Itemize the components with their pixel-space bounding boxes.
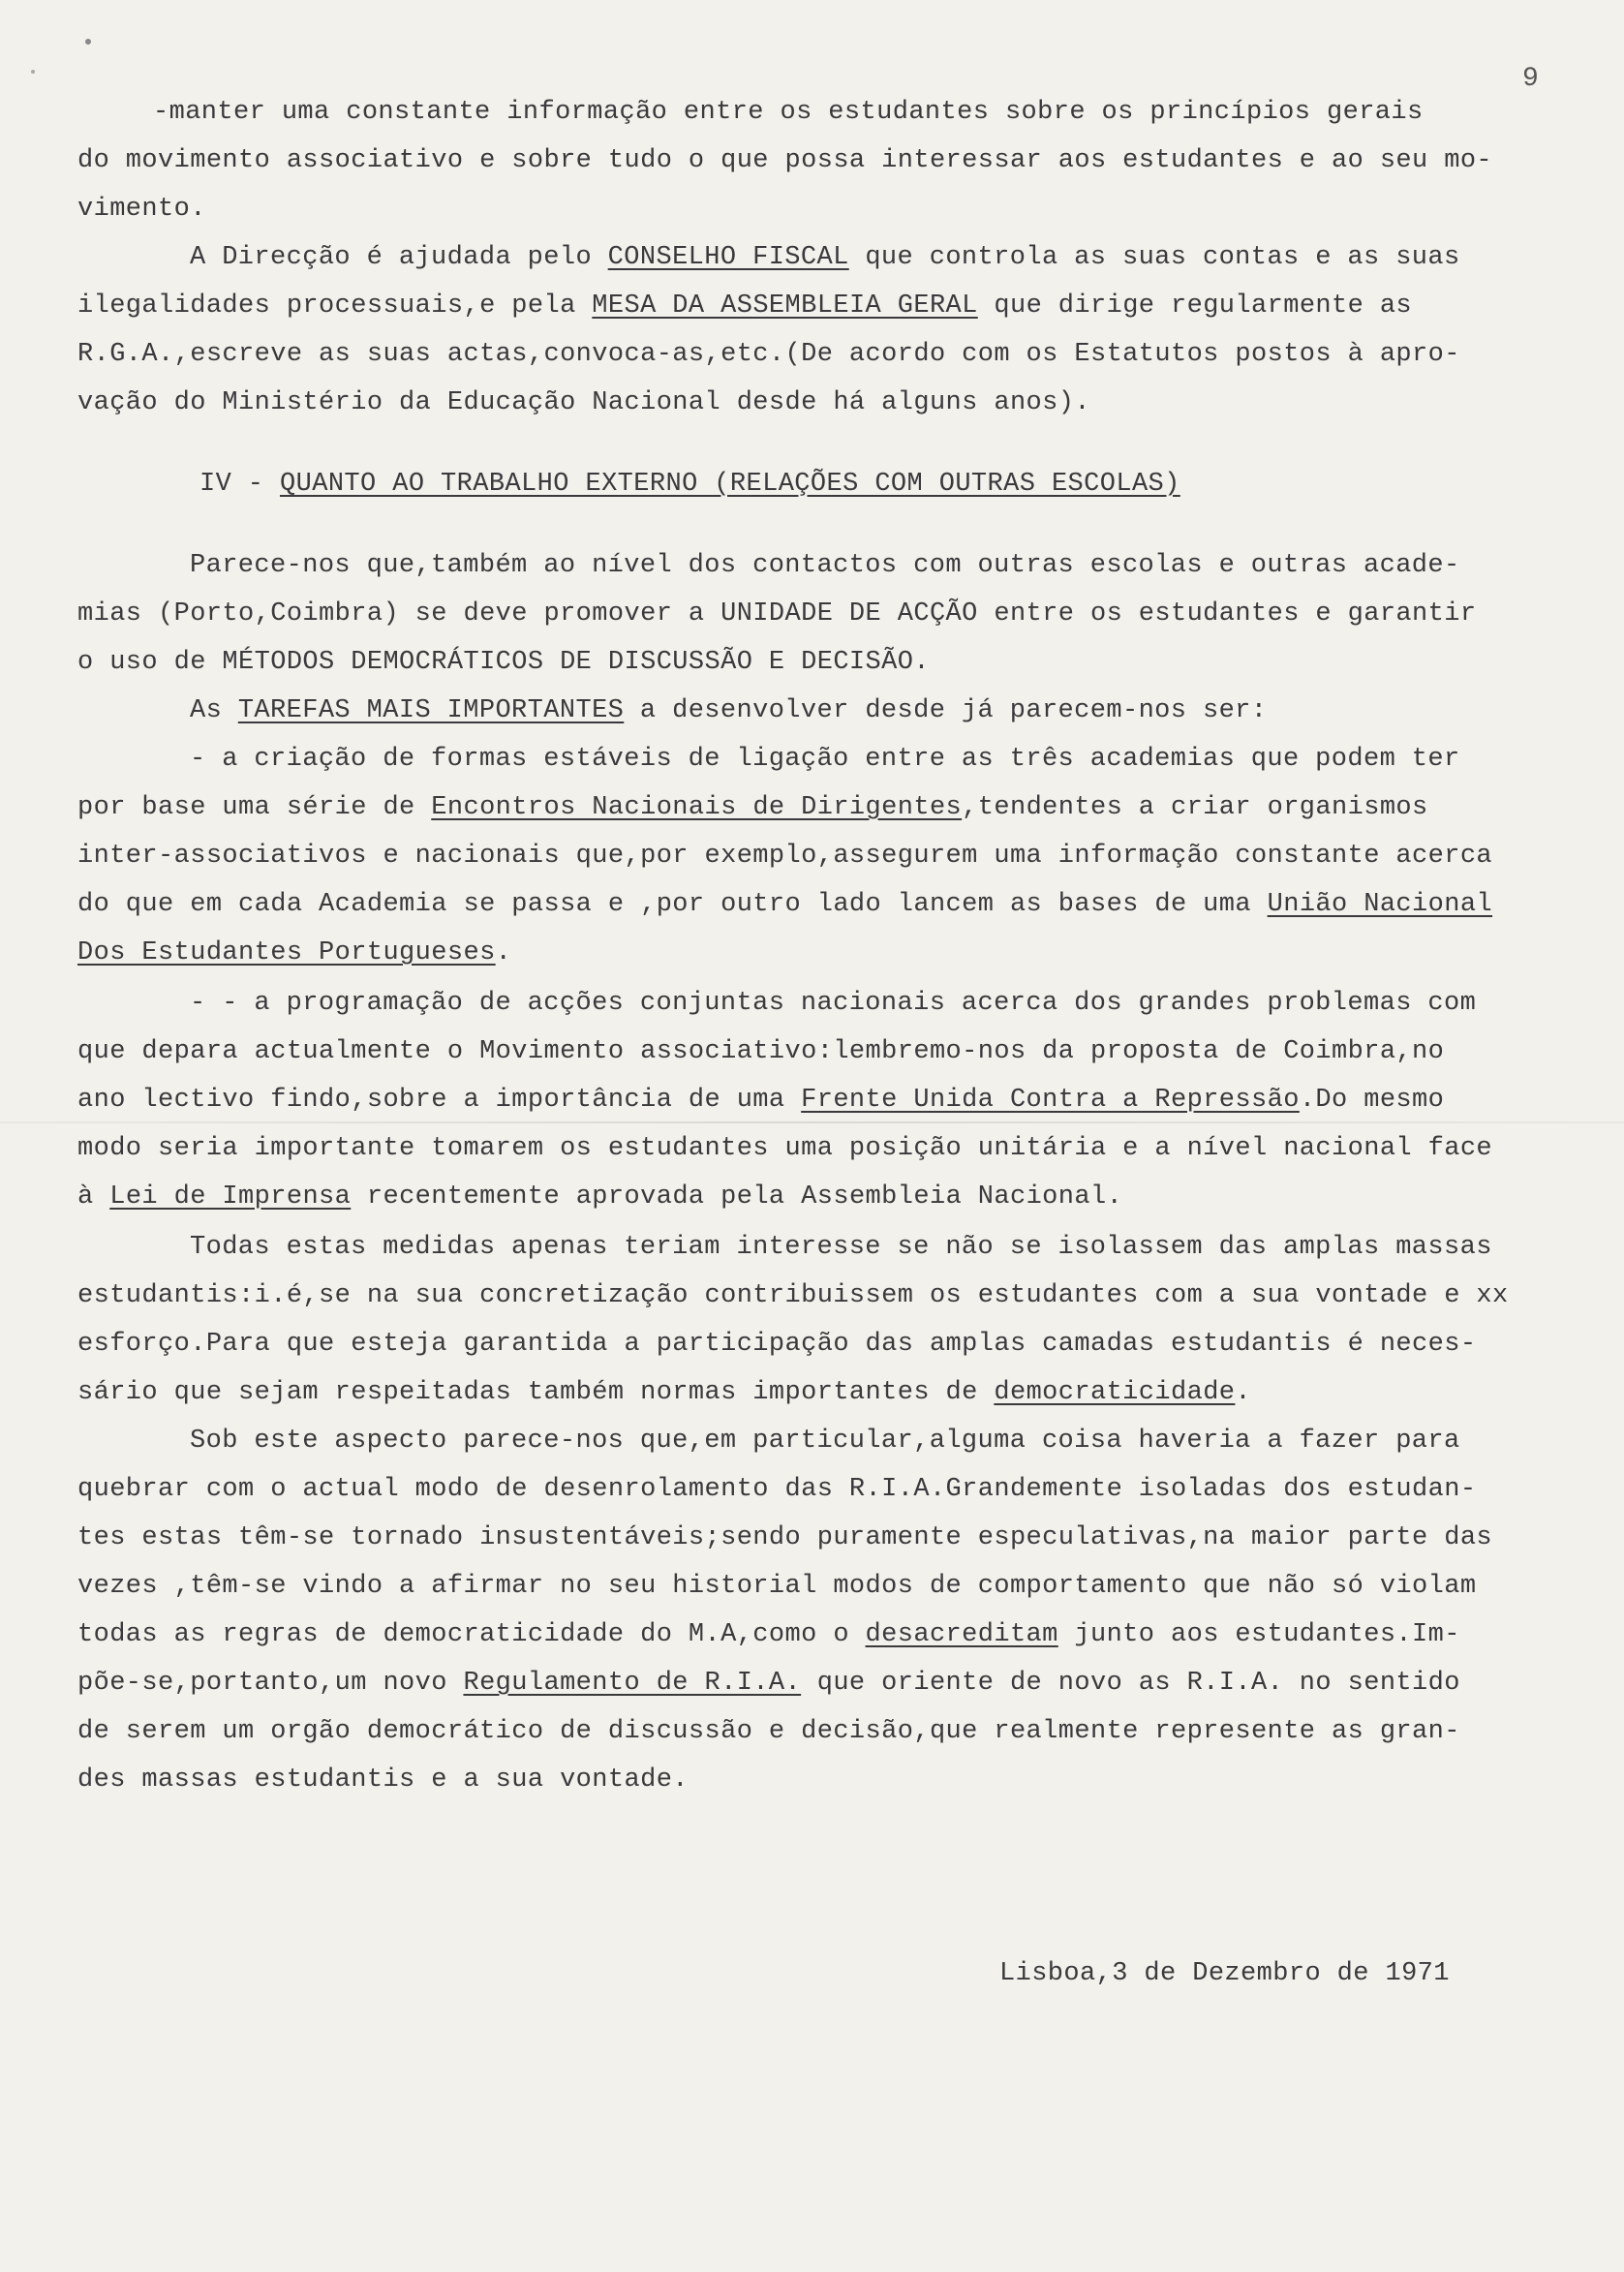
body-line: quebrar com o actual modo de desenrolamento das R.I.A.Grandemente isoladas dos estudan- bbox=[77, 1475, 1477, 1504]
body-line: à Lei de Imprensa recentemente aprovada pela Assembleia Nacional. bbox=[77, 1182, 1123, 1212]
body-line: o uso de MÉTODOS DEMOCRÁTICOS DE DISCUSSÃO E DECISÃO. bbox=[77, 648, 930, 677]
body-line: Sob este aspecto parece-nos que,em particular,alguma coisa haveria a fazer para bbox=[190, 1427, 1460, 1456]
body-line: modo seria importante tomarem os estudantes uma posição unitária e a nível nacional face bbox=[77, 1134, 1493, 1163]
body-line: vimento. bbox=[77, 195, 206, 224]
body-line: vação do Ministério da Educação Nacional desde há alguns anos). bbox=[77, 388, 1090, 417]
body-line: Parece-nos que,também ao nível dos contactos com outras escolas e outras acade- bbox=[190, 551, 1460, 580]
body-line: ano lectivo findo,sobre a importância de uma Frente Unida Contra a Repressão.Do mesmo bbox=[77, 1086, 1445, 1115]
body-line: vezes ,têm-se vindo a afirmar no seu historial modos de comportamento que não só violam bbox=[77, 1572, 1477, 1601]
underlined-term: TAREFAS MAIS IMPORTANTES bbox=[237, 696, 625, 725]
body-line: A Direcção é ajudada pelo CONSELHO FISCAL que controla as suas contas e as suas bbox=[190, 243, 1460, 272]
underlined-term: Lei de Imprensa bbox=[109, 1182, 352, 1212]
body-line: des massas estudantis e a sua vontade. bbox=[77, 1765, 689, 1795]
body-line: R.G.A.,escreve as suas actas,convoca-as,etc.(De acordo com os Estatutos postos à apro- bbox=[77, 340, 1460, 369]
section-heading-title: QUANTO AO TRABALHO EXTERNO (RELAÇÕES COM OUTRAS ESCOLAS) bbox=[280, 470, 1180, 499]
underlined-term: Regulamento de R.I.A. bbox=[463, 1669, 802, 1698]
body-line: inter-associativos e nacionais que,por exemplo,assegurem uma informação constante acerca bbox=[77, 842, 1493, 871]
underlined-term: União Nacional bbox=[1267, 890, 1493, 919]
underlined-term: Frente Unida Contra a Repressão bbox=[801, 1086, 1300, 1115]
body-line: todas as regras de democraticidade do M.A,como o desacreditam junto aos estudantes.Im- bbox=[77, 1620, 1460, 1649]
body-line: - - a programação de acções conjuntas nacionais acerca dos grandes problemas com bbox=[190, 989, 1477, 1018]
body-line: -manter uma constante informação entre os estudantes sobre os princípios gerais bbox=[153, 98, 1424, 127]
body-line: de serem um orgão democrático de discussão e decisão,que realmente represente as gran- bbox=[77, 1717, 1460, 1746]
place-and-date: Lisboa,3 de Dezembro de 1971 bbox=[999, 1959, 1450, 1988]
underlined-term: Dos Estudantes Portugueses bbox=[77, 938, 496, 967]
underlined-term: MESA DA ASSEMBLEIA GERAL bbox=[592, 292, 978, 321]
body-line: - a criação de formas estáveis de ligação entre as três academias que podem ter bbox=[190, 745, 1460, 774]
section-heading: IV - QUANTO AO TRABALHO EXTERNO (RELAÇÕES COM OUTRAS ESCOLAS) bbox=[199, 470, 1180, 499]
body-line: Dos Estudantes Portugueses. bbox=[77, 938, 512, 967]
body-line: estudantis:i.é,se na sua concretização contribuissem os estudantes com a sua vontade e xx bbox=[77, 1281, 1509, 1310]
body-line: põe-se,portanto,um novo Regulamento de R.I.A. que oriente de novo as R.I.A. no sentido bbox=[77, 1669, 1460, 1698]
body-line: esforço.Para que esteja garantida a participação das amplas camadas estudantis é neces- bbox=[77, 1330, 1477, 1359]
body-line: ilegalidades processuais,e pela MESA DA ASSEMBLEIA GERAL que dirige regularmente as bbox=[77, 292, 1413, 321]
paper-speck bbox=[85, 39, 91, 45]
body-line: sário que sejam respeitadas também normas importantes de democraticidade. bbox=[77, 1378, 1252, 1407]
underlined-term: Encontros Nacionais de Dirigentes bbox=[431, 793, 963, 822]
body-line: mias (Porto,Coimbra) se deve promover a UNIDADE DE ACÇÃO entre os estudantes e garantir bbox=[77, 599, 1477, 629]
body-line: As TAREFAS MAIS IMPORTANTES a desenvolver desde já parecem-nos ser: bbox=[190, 696, 1268, 725]
paper-fold bbox=[0, 1121, 1624, 1123]
body-line: que depara actualmente o Movimento associativo:lembremo-nos da proposta de Coimbra,no bbox=[77, 1037, 1445, 1066]
body-line: tes estas têm-se tornado insustentáveis;sendo puramente especulativas,na maior parte das bbox=[77, 1523, 1493, 1552]
body-line: do movimento associativo e sobre tudo o que possa interessar aos estudantes e ao seu mo- bbox=[77, 146, 1493, 175]
underlined-term: democraticidade bbox=[994, 1378, 1236, 1407]
underlined-term: desacreditam bbox=[865, 1620, 1058, 1649]
body-line: do que em cada Academia se passa e ,por outro lado lancem as bases de uma União Nacional bbox=[77, 890, 1493, 919]
paper-speck bbox=[31, 70, 35, 74]
body-line: por base uma série de Encontros Nacionais de Dirigentes,tendentes a criar organismos bbox=[77, 793, 1428, 822]
underlined-term: CONSELHO FISCAL bbox=[607, 243, 849, 272]
page-number: 9 bbox=[1522, 64, 1539, 94]
body-line: Todas estas medidas apenas teriam interesse se não se isolassem das amplas massas bbox=[190, 1233, 1492, 1262]
